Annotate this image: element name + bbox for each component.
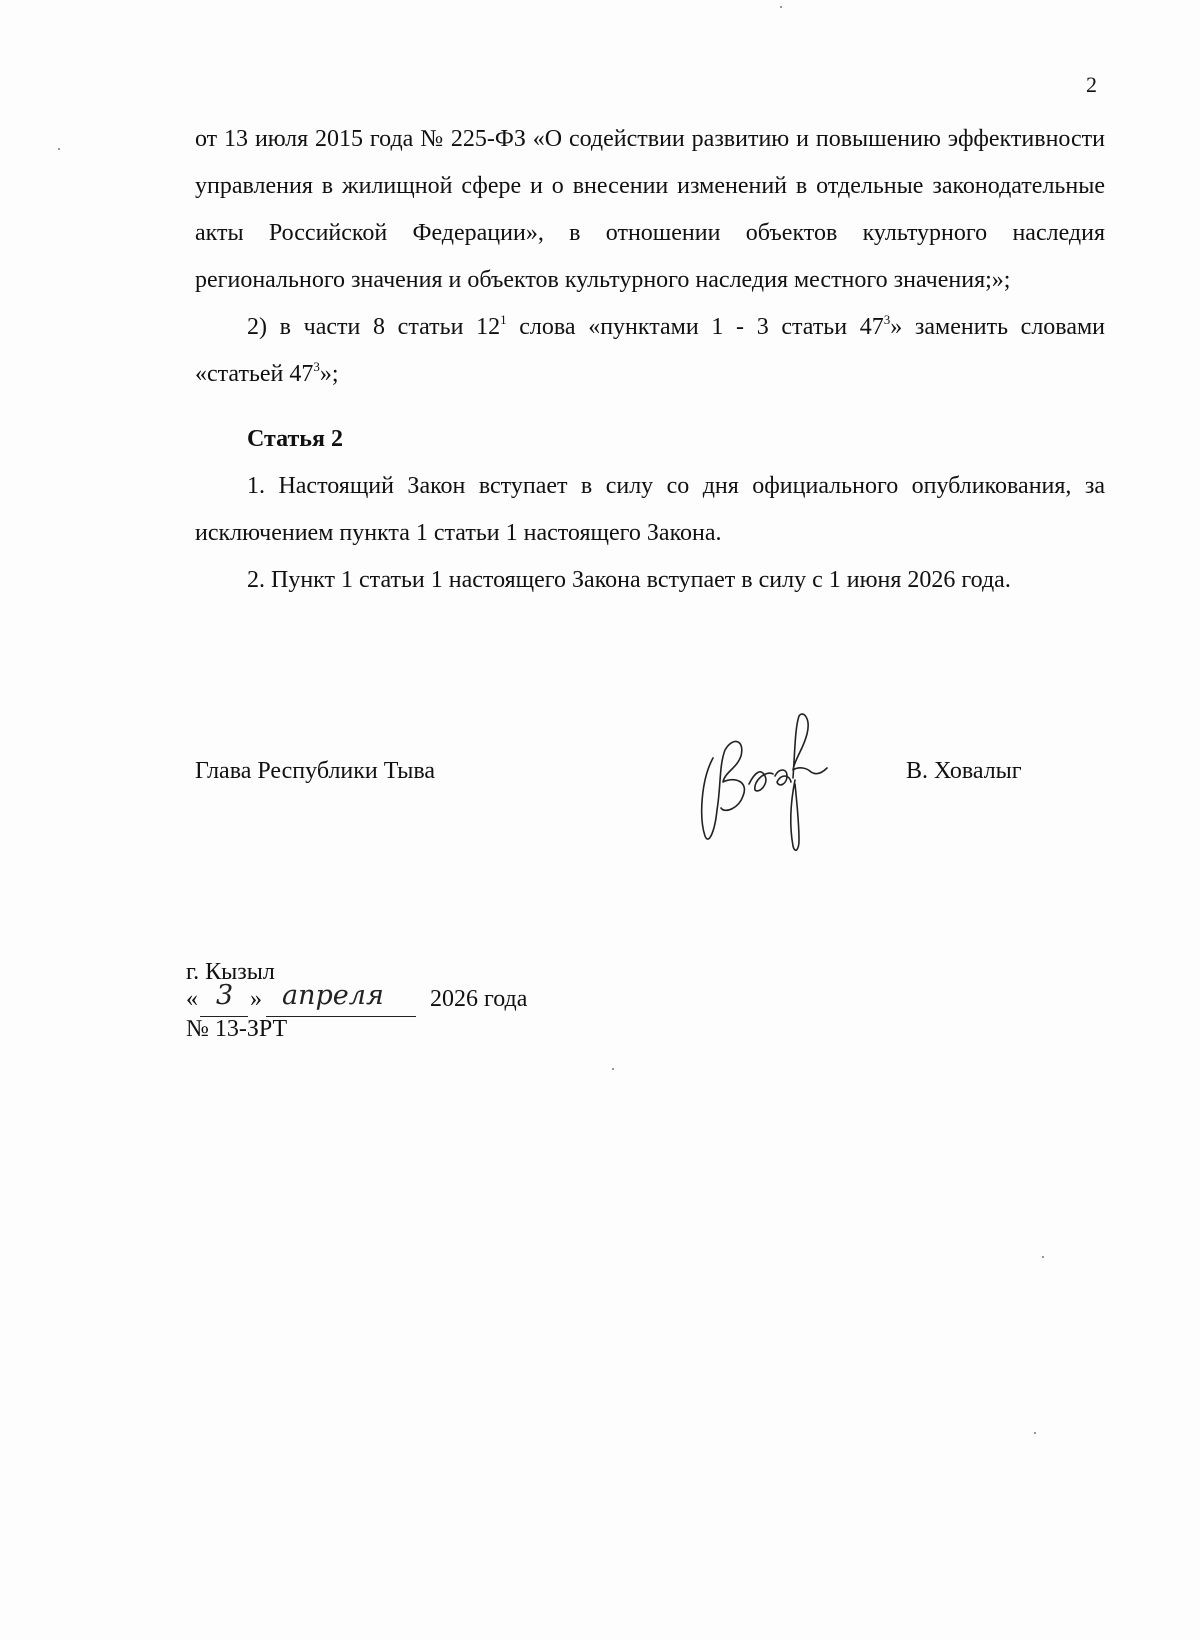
signatory-name: В. Ховалыг [906, 758, 1022, 784]
paragraph-continuation: от 13 июля 2015 года № 225-ФЗ «О содействии развитию и повышению эффективности управления в жилищной сфере и о внесении изменений в отдельные законодательные акты Российской Федерации», в отношении объектов культурного наследия регионального значения и объектов культурного наследия местного значения;»; [195, 126, 1105, 293]
amendment-text-part: » заменить словами «статьей 47 [195, 314, 1106, 387]
amendment-text-part: 2) в части 8 статьи 12 [247, 314, 501, 340]
scan-speck [1034, 1432, 1036, 1434]
handwritten-signature [695, 710, 835, 860]
document-body [195, 116, 1105, 604]
date-close-quote: » [250, 986, 262, 1012]
superscript: 3 [313, 359, 320, 374]
month-underline [266, 1016, 416, 1017]
date-month-handwritten: апреля [282, 980, 384, 1011]
amendment-text-part: »; [319, 361, 339, 387]
page-number: 2 [1086, 72, 1097, 97]
superscript: 1 [500, 312, 507, 327]
scan-speck [780, 6, 782, 8]
date-day-handwritten: 3 [216, 980, 234, 1011]
date-year: 2026 года [430, 986, 528, 1012]
superscript: 3 [883, 312, 891, 327]
article-item-1: 1. Настоящий Закон вступает в силу со дня официального опубликования, за исключением пункта 1 статьи 1 настоящего Закона. [195, 473, 1105, 546]
scan-speck [612, 1068, 614, 1070]
article-heading: Статья 2 [247, 426, 343, 452]
paragraph-amendment-2 [195, 304, 1105, 398]
signatory-title: Глава Республики Тыва [195, 758, 436, 784]
scan-speck [1042, 1256, 1044, 1258]
date-open-quote: « [186, 986, 198, 1012]
law-number: № 13-ЗРТ [186, 1016, 288, 1042]
place-of-signing: г. Кызыл [186, 959, 275, 985]
amendment-text-part: слова «пунктами 1 - 3 статьи 47 [506, 314, 884, 340]
article-item-2: 2. Пункт 1 статьи 1 настоящего Закона вступает в силу с 1 июня 2026 года. [247, 567, 1011, 593]
scan-speck [58, 148, 60, 150]
